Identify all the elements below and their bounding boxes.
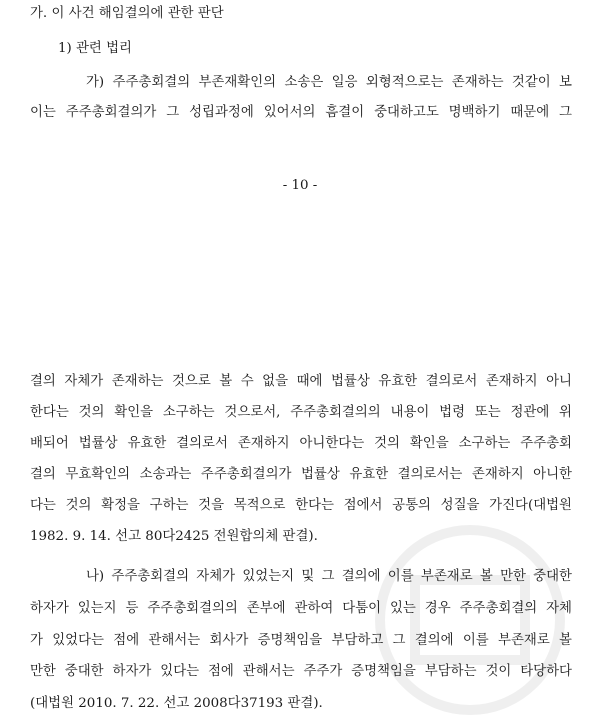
paragraph-line: 배되어 법률상 유효한 결의로서 존재하지 아니한다는 것의 확인을 소구하는 주주총회	[30, 436, 572, 451]
paragraph-line: 1982. 9. 14. 선고 80다2425 전원합의체 판결).	[30, 529, 318, 544]
paragraph-line: 다는 것의 확정을 구하는 것을 목적으로 한다는 점에서 공통의 성질을 가진다(대법원	[30, 498, 572, 513]
paragraph-line: 만한 중대한 하자가 있다는 점에 관해서는 주주가 증명책임을 부담하는 것이 타당하다	[30, 664, 572, 679]
paragraph-line: 한다는 것의 확인을 소구하는 것으로서, 주주총회결의의 내용이 법령 또는 정관에 위	[30, 405, 572, 420]
paragraph-line: 가 있었다는 점에 관해서는 회사가 증명책임을 부담하고 그 결의에 이를 부존재로 볼	[30, 633, 572, 648]
section-heading-ga: 가. 이 사건 해임결의에 관한 판단	[30, 6, 224, 21]
court-seal-watermark	[360, 520, 580, 720]
paragraph-line: 하자가 있는지 등 주주총회결의의 존부에 관하여 다툼이 있는 경우 주주총회결의 자체	[30, 601, 572, 616]
subsection-heading-1: 1) 관련 법리	[58, 41, 132, 56]
paragraph-line: 나) 주주총회결의 자체가 있었는지 및 그 결의에 이를 부존재로 볼 만한 중대한	[86, 569, 572, 584]
paragraph-line: 결의 자체가 존재하는 것으로 볼 수 없을 때에 법률상 유효한 결의로서 존재하지 아니	[30, 374, 572, 389]
paragraph-line: 결의 무효확인의 소송과는 주주총회결의가 법률상 유효한 결의로서는 존재하지 아니한	[30, 467, 572, 482]
page-number: - 10 -	[282, 178, 318, 193]
paragraph-line: (대법원 2010. 7. 22. 선고 2008다37193 판결).	[30, 696, 323, 711]
paragraph-line: 가) 주주총회결의 부존재확인의 소송은 일응 외형적으로는 존재하는 것같이 보	[86, 75, 572, 90]
paragraph-line: 이는 주주총회결의가 그 성립과정에 있어서의 흠결이 중대하고도 명백하기 때문에 그	[30, 105, 572, 120]
